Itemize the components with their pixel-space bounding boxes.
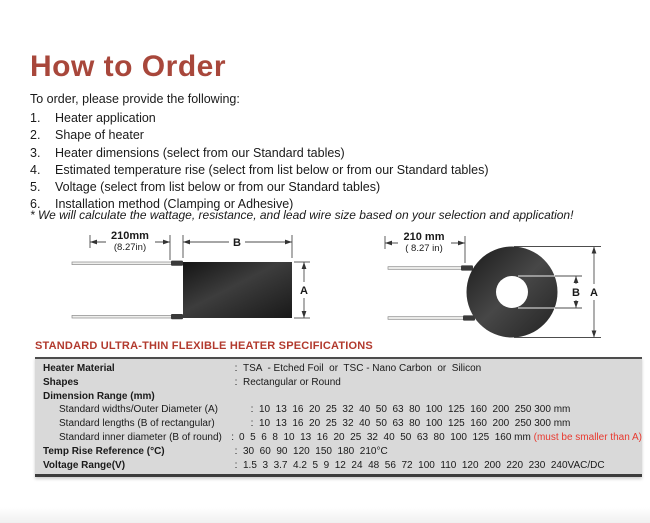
step-number: 3. [30,145,41,160]
spec-row-shapes [35,376,642,390]
step-text: Installation method (Clamping or Adhesive) [55,197,294,212]
arrow-down [592,331,597,338]
step-text: Heater application [55,111,156,125]
lead-wires [72,261,183,320]
spec-row-voltage-range [35,459,642,473]
spec-value: 10 13 16 20 25 32 40 50 63 80 100 125 160 200 250 300 mm [259,418,571,430]
spec-value: 10 13 16 20 25 32 40 50 63 80 100 125 160 200 250 300 mm [259,404,571,416]
spec-value [243,390,642,404]
arrow-up [574,276,579,283]
spec-table [35,357,642,477]
wire-ferrule [171,314,183,319]
lead-length-in: (8.27in) [113,242,147,253]
spec-row-standard-lengths [35,417,642,431]
spec-label: Standard widths/Outer Diameter (A) [59,404,218,416]
spec-colon: : [234,376,238,388]
spec-colon: : [250,404,254,416]
spec-row-temp-rise [35,445,642,459]
spec-table-heading: STANDARD ULTRA-THIN FLEXIBLE HEATER SPECIFICATIONS [35,340,373,352]
order-step [30,162,630,179]
arrow-up [592,247,597,254]
inner-diameter-b-label: B [572,287,580,299]
step-text: Heater dimensions (select from our Standard tables) [55,145,345,160]
step-number: 1. [30,111,41,125]
rectangular-heater-body [183,262,292,318]
spec-label: Voltage Range(V) [43,459,126,471]
spec-value: Rectangular or Round [243,376,341,388]
arrow-left [183,240,190,245]
width-a-label: A [300,285,308,297]
spec-row-heater-material [35,362,642,376]
lead-length-mm: 210mm [111,230,149,242]
arrow-left [90,240,97,245]
spec-value-note: (must be smaller than A) [533,431,642,443]
spec-colon [229,390,243,404]
step-number: 6. [30,197,41,212]
step-number: 2. [30,128,41,143]
step-text: Voltage (select from list below or from our Standard tables) [55,180,381,195]
order-step [30,179,630,196]
length-b-label: B [233,237,241,249]
lead-length-mm: 210 mm [403,231,445,243]
step-number: 5. [30,180,41,195]
spec-colon: : [234,445,238,457]
spec-value: 30 60 90 120 150 180 210°C [243,445,388,457]
outer-diameter-a-label: A [590,287,598,299]
spec-value: 1.5 3 3.7 4.2 5 9 12 24 48 56 72 100 110 120 200 220 230 240VAC/DC [243,459,605,471]
arrow-right [458,241,465,246]
arrow-right [163,240,170,245]
step-number: 4. [30,162,41,177]
arrow-right [285,240,292,245]
spec-label: Temp Rise Reference (°C) [43,445,165,457]
wire-ferrule [461,265,473,270]
spec-value-numbers: 0 5 6 8 10 13 16 20 25 32 40 50 63 80 100 125 160 mm [238,431,534,443]
spec-label: Shapes [43,376,79,388]
lead-length-in: ( 8.27 in) [405,243,443,254]
arrow-down [574,301,579,308]
arrow-up [302,262,307,269]
spec-row-inner-diameter [35,431,642,445]
wire-ferrule [171,261,183,266]
order-steps-list [30,110,630,214]
spec-colon: : [234,363,238,374]
page-title: How to Order [30,50,227,83]
spec-label: Standard inner diameter (B of round) [59,431,222,443]
spec-label: Heater Material [43,363,115,374]
order-step [30,145,630,162]
arrow-down [302,311,307,318]
rectangular-heater-diagram [60,228,315,340]
round-heater-diagram [368,228,630,342]
page-bottom-shade [0,507,650,523]
step-text: Shape of heater [55,128,144,143]
spec-value: TSA - Etched Foil or TSC - Nano Carbon or Silicon [243,363,482,374]
round-heater-hole [496,276,528,308]
spec-label: Standard lengths (B of rectangular) [59,418,215,430]
order-step [30,110,630,127]
spec-row-standard-widths [35,403,642,417]
spec-colon: : [250,418,254,430]
spec-value [239,431,642,445]
lead-wires [388,265,475,320]
step-text: Estimated temperature rise (select from list below or from our Standard tables) [55,162,489,177]
spec-colon: : [231,431,235,443]
intro-text: To order, please provide the following: [30,92,240,106]
arrow-left [385,241,392,246]
order-step [30,127,630,144]
wire-ferrule [463,315,475,320]
spec-row-dimension-range [35,390,642,404]
spec-label: Dimension Range (mm) [43,390,155,402]
calculation-footnote: * We will calculate the wattage, resistance, and lead wire size based on your selection and application! [30,208,574,222]
spec-colon: : [234,459,238,471]
